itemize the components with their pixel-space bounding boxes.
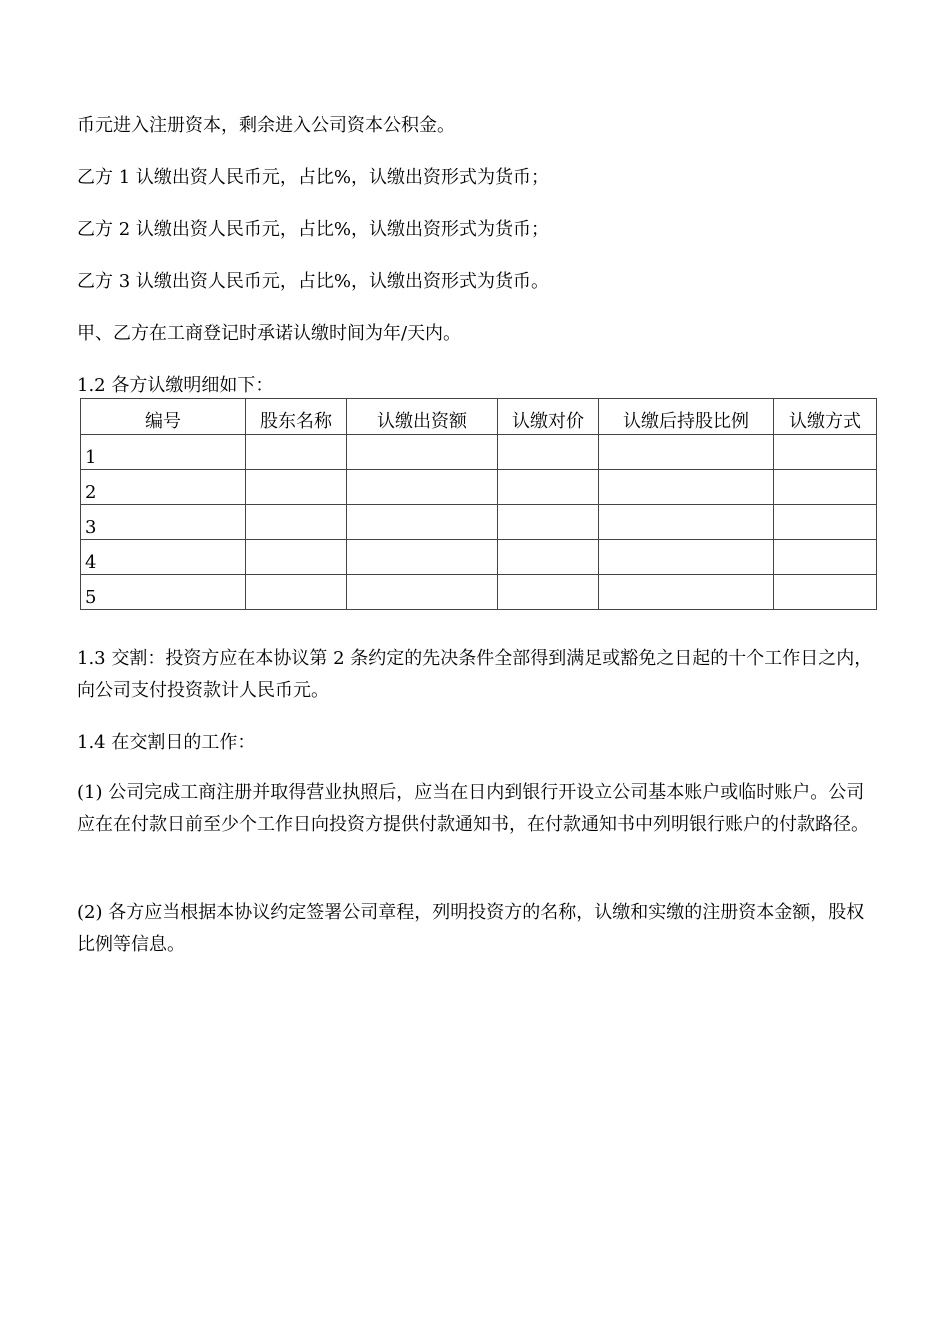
table-cell [498, 505, 599, 540]
table-cell [246, 470, 347, 505]
table-cell [246, 505, 347, 540]
table-cell: 5 [81, 575, 246, 610]
table-caption: 1.2 各方认缴明细如下： [77, 375, 274, 396]
paragraph-capital-reserve: 币元进入注册资本，剩余进入公司资本公积金。 [77, 115, 455, 136]
paragraph-commitment-time: 甲、乙方在工商登记时承诺认缴时间为年/天内。 [77, 323, 462, 344]
table-cell [347, 505, 498, 540]
table-row [81, 470, 877, 505]
table-cell [347, 540, 498, 575]
table-cell [246, 435, 347, 470]
table-row [81, 575, 877, 610]
table-cell: 2 [81, 470, 246, 505]
header-payment-method: 认缴方式 [774, 399, 877, 435]
paragraph-articles: (2) 各方应当根据本协议约定签署公司章程，列明投资方的名称，认缴和实缴的注册资本金额，股权比例等信息。 [77, 902, 865, 955]
table-cell [246, 575, 347, 610]
header-subscribed-amount: 认缴出资额 [347, 399, 498, 435]
table-cell [599, 540, 774, 575]
paragraph-closing-day-work: 1.4 在交割日的工作： [77, 732, 256, 753]
table-cell [774, 470, 877, 505]
subscription-table [80, 398, 877, 610]
paragraph-closing: 1.3 交割：投资方应在本协议第 2 条约定的先决条件全部得到满足或豁免之日起的十个工作日之内，向公司支付投资款计人民币元。 [77, 648, 873, 701]
table-cell [774, 435, 877, 470]
header-shareholding-ratio: 认缴后持股比例 [599, 399, 774, 435]
table-cell: 4 [81, 540, 246, 575]
paragraph-party-b3: 乙方 3 认缴出资人民币元，占比%，认缴出资形式为货币。 [77, 271, 549, 292]
table-cell [347, 435, 498, 470]
table-cell [774, 540, 877, 575]
table-cell [599, 435, 774, 470]
table-cell [774, 575, 877, 610]
table-cell [498, 575, 599, 610]
table-cell [498, 540, 599, 575]
table-row [81, 435, 877, 470]
header-shareholder-name: 股东名称 [246, 399, 347, 435]
table-row [81, 540, 877, 575]
table-cell [599, 505, 774, 540]
table-cell [774, 505, 877, 540]
table-cell: 1 [81, 435, 246, 470]
table-cell [246, 540, 347, 575]
paragraph-party-b2: 乙方 2 认缴出资人民币元，占比%，认缴出资形式为货币； [77, 219, 549, 240]
table-row [81, 505, 877, 540]
table-cell: 3 [81, 505, 246, 540]
table-cell [347, 470, 498, 505]
paragraph-party-b1: 乙方 1 认缴出资人民币元，占比%，认缴出资形式为货币； [77, 167, 549, 188]
table-cell [498, 470, 599, 505]
header-number: 编号 [81, 399, 246, 435]
table-cell [599, 575, 774, 610]
header-consideration: 认缴对价 [498, 399, 599, 435]
table-cell [347, 575, 498, 610]
table-header-row [81, 399, 877, 435]
paragraph-bank-account: (1) 公司完成工商注册并取得营业执照后，应当在日内到银行开设立公司基本账户或临时账户。公司应在在付款日前至少个工作日向投资方提供付款通知书，在付款通知书中列明银行账户的付款路径。 [77, 782, 869, 835]
table-cell [599, 470, 774, 505]
table-cell [498, 435, 599, 470]
